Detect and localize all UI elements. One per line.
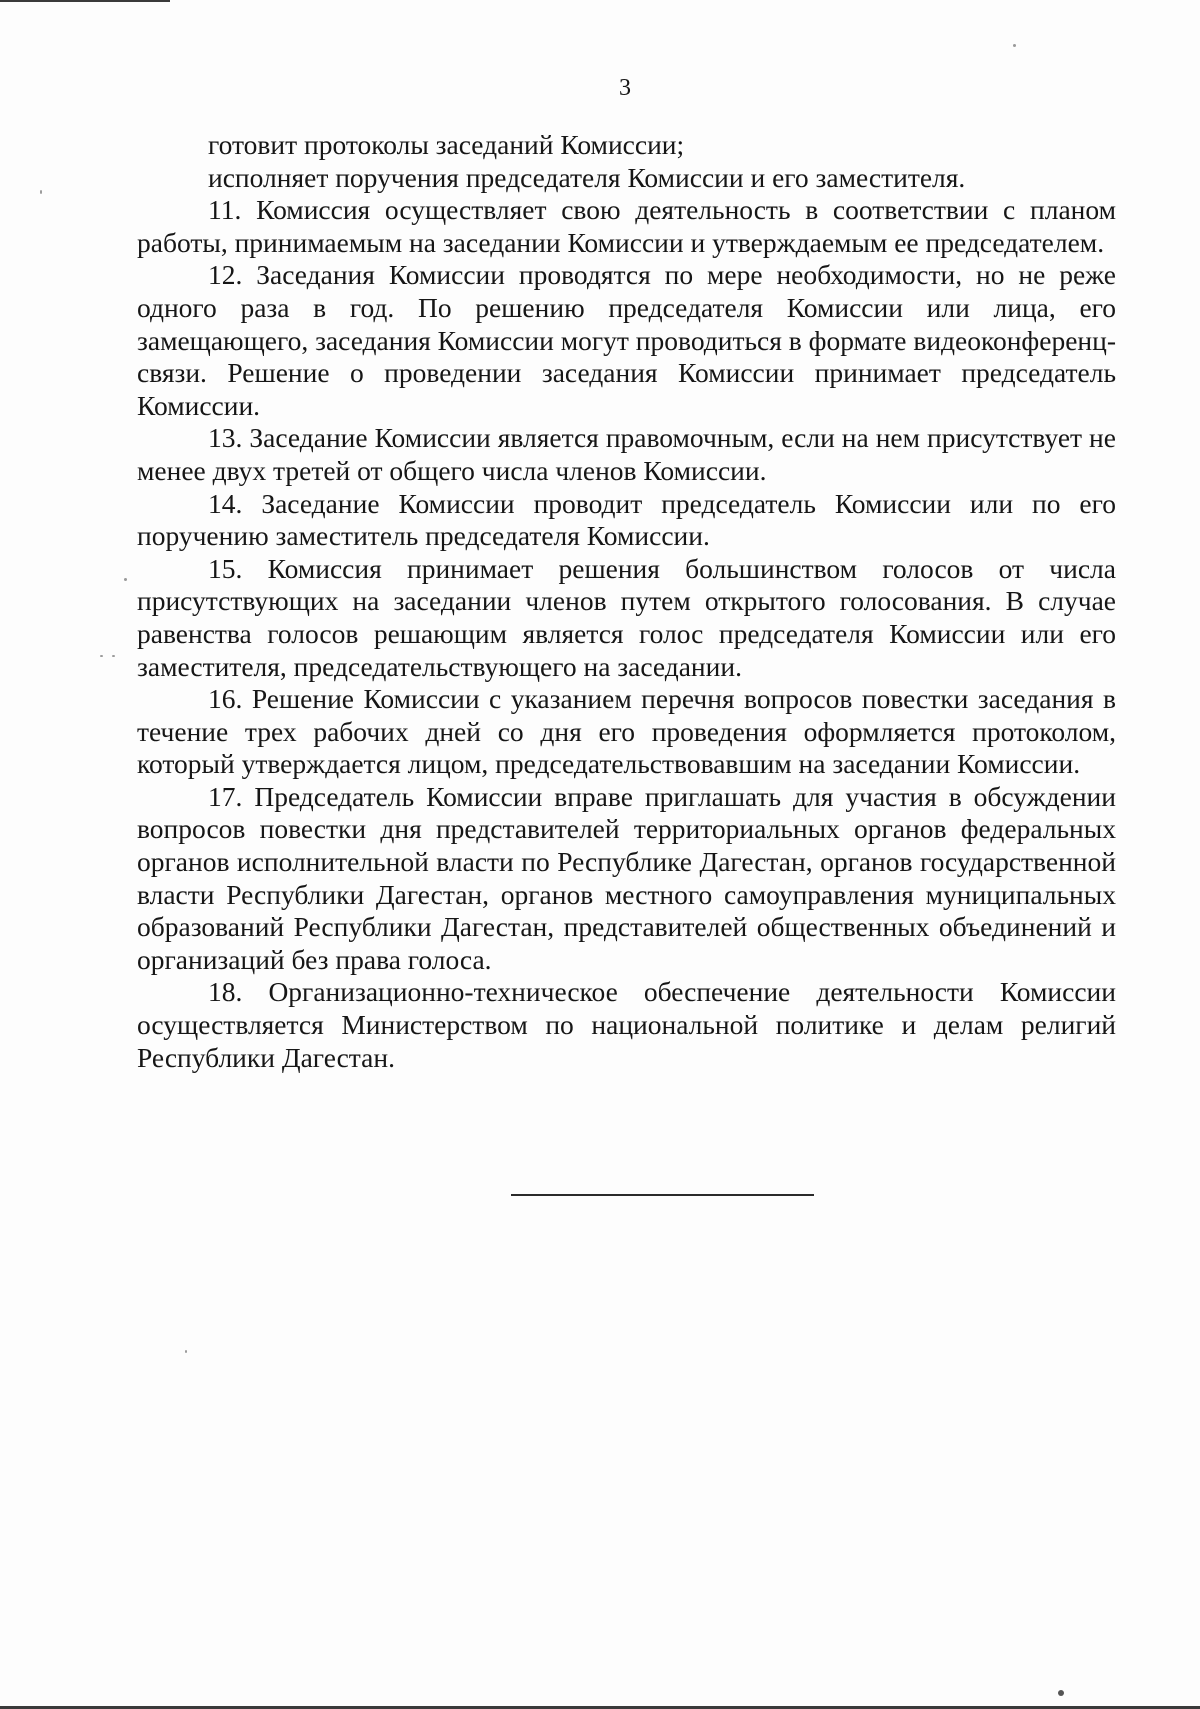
document-body <box>137 129 1116 1074</box>
paragraph-18: 18. Организационно-техническое обеспечение деятельности Комиссии осуществляется Министерством по национальной политике и делам религий Республики Дагестан. <box>137 976 1116 1073</box>
paragraph-16: 16. Решение Комиссии с указанием перечня вопросов повестки заседания в течение трех рабочих дней со дня его проведения оформляется протоколом, который утверждается лицом, председательствовавшим на заседании Комиссии. <box>137 683 1116 780</box>
scan-speck <box>124 578 127 581</box>
scan-speck <box>1058 1690 1064 1696</box>
page-number: 3 <box>619 75 631 101</box>
paragraph-12: 12. Заседания Комиссии проводятся по мере необходимости, но не реже одного раза в год. По решению председателя Комиссии или лица, его замещающего, заседания Комиссии могут проводиться в формате видеоконференц-связи. Решение о проведении заседания Комиссии принимает председатель Комиссии. <box>137 259 1116 421</box>
paragraph-17: 17. Председатель Комиссии вправе приглашать для участия в обсуждении вопросов повестки дня представителей территориальных органов федеральных органов исполнительной власти по Республике Дагестан, органов государственной власти Республики Дагестан, органов местного самоуправления муниципальных образований Республики Дагестан, представителей общественных объединений и организаций без права голоса. <box>137 780 1116 975</box>
paragraph-13: 13. Заседание Комиссии является правомочным, если на нем присутствует не менее двух третей от общего числа членов Комиссии. <box>137 422 1116 486</box>
scan-speck <box>185 1350 187 1353</box>
paragraph-orders: исполняет поручения председателя Комиссии и его заместителя. <box>208 161 966 193</box>
closing-rule <box>511 1194 814 1196</box>
paragraph-11: 11. Комиссия осуществляет свою деятельность в соответствии с планом работы, принимаемым на заседании Комиссии и утверждаемым ее председателем. <box>137 194 1116 258</box>
paragraph-14: 14. Заседание Комиссии проводит председатель Комиссии или по его поручению заместитель председателя Комиссии. <box>137 487 1116 552</box>
paragraph-protocols: готовит протоколы заседаний Комиссии; <box>208 129 685 160</box>
scan-speck <box>112 655 115 657</box>
scan-speck <box>1013 44 1016 47</box>
scan-speck <box>40 190 42 194</box>
paragraph-15: 15. Комиссия принимает решения большинством голосов от числа присутствующих на заседании членов путем открытого голосования. В случае равенства голосов решающим является голос председателя Комиссии или его заместителя, председательствующего на заседании. <box>137 552 1116 682</box>
scan-edge-top <box>0 0 170 2</box>
scan-speck <box>100 655 103 657</box>
